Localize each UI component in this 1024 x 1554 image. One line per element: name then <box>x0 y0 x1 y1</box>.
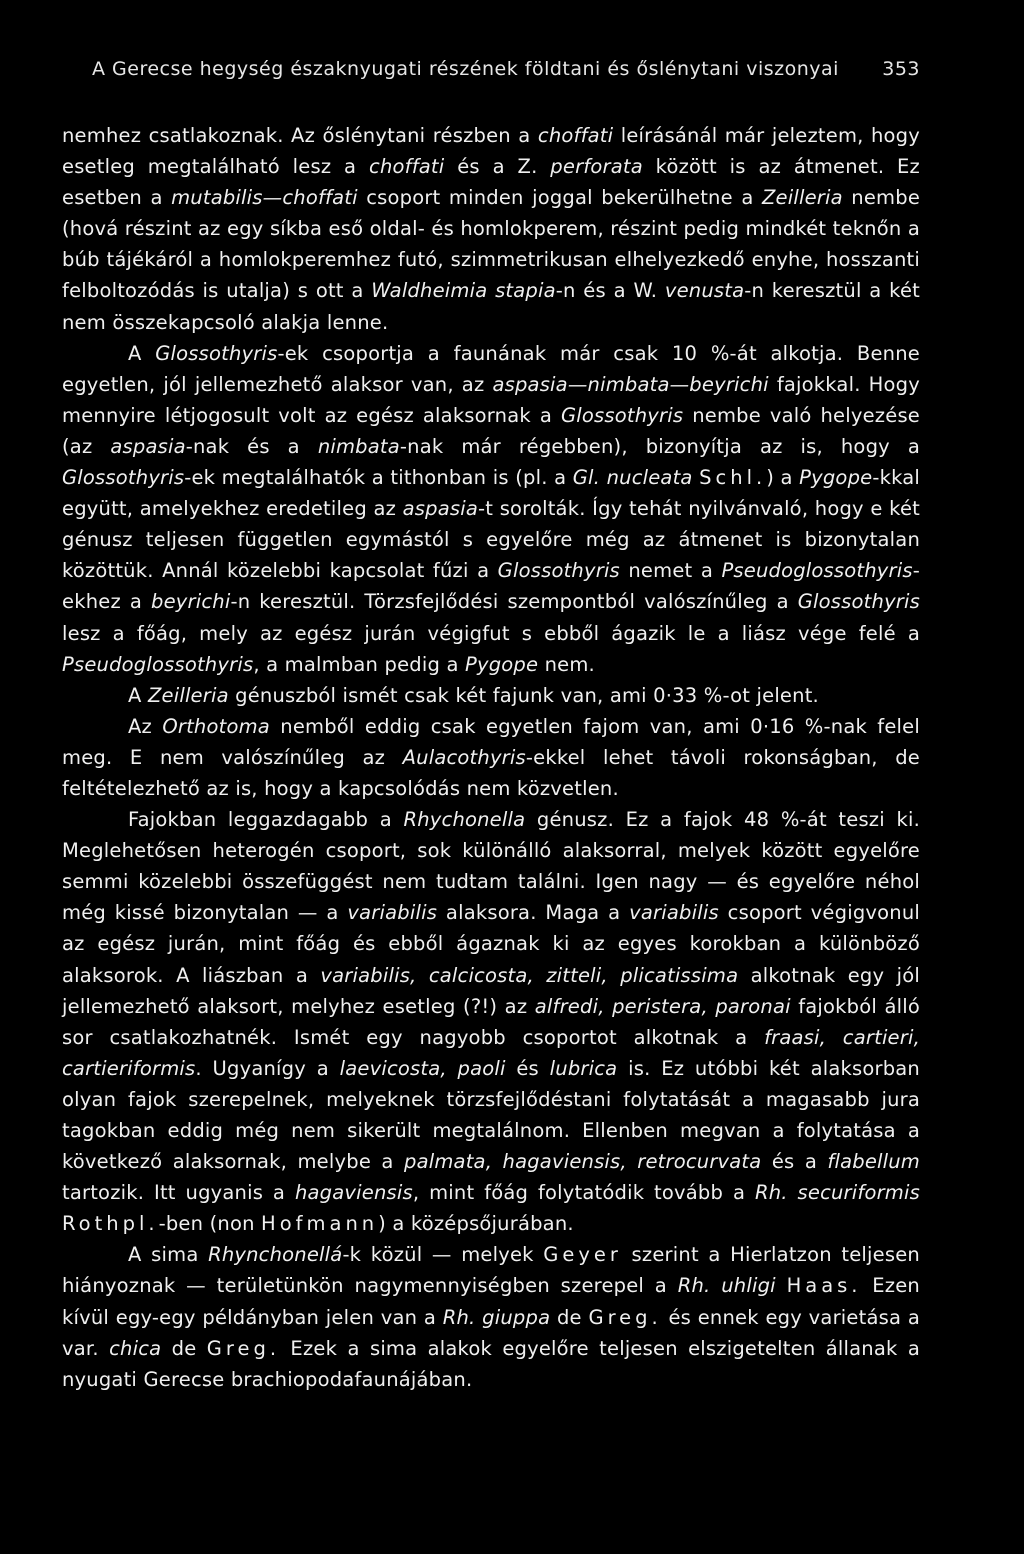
italic-term: aspasia <box>110 434 186 458</box>
text-run: és <box>505 1056 550 1080</box>
text-run: A <box>128 683 148 707</box>
text-run: szerint a Hierlatzon teljesen hiányoznak — területünkön nagymennyiségben szerepel a <box>62 1243 920 1298</box>
author-name: Hofmann <box>261 1212 379 1236</box>
author-name: Rothpl. <box>62 1212 159 1236</box>
text-run: -nak már régebben), bizonyítja az is, hogy a <box>399 434 921 458</box>
text-run: Ezen kívül egy-egy példányban jelen van a <box>62 1274 920 1329</box>
italic-term: Rh. securiformis <box>754 1181 920 1205</box>
paragraph <box>62 680 920 711</box>
italic-term: choffati <box>537 124 614 147</box>
text-run: Fajokban leggazdagabb a <box>128 808 404 832</box>
italic-term: Gl. nucleata <box>572 466 693 490</box>
italic-term: Glossothyris <box>797 590 920 614</box>
italic-term: aspasia—nimbata—beyrichi <box>492 372 769 396</box>
text-run: között is az átmenet. Ez esetben a <box>62 155 920 210</box>
italic-term: Pseudoglossothyris <box>62 652 254 676</box>
text-run: és a Z. <box>444 155 551 179</box>
author-name: Greg. <box>588 1305 662 1329</box>
text-run: , a malmban pedig a <box>253 652 465 676</box>
text-run: -ekkel lehet távoli rokonságban, de feltételezhető az is, hogy a kapcsolódás nem közvetlen. <box>62 745 920 800</box>
italic-term: perforata <box>550 155 643 179</box>
italic-term: variabilis <box>347 901 438 925</box>
text-run: génusz. Ez a fajok 48 %-át teszi ki. Meglehetősen heterogén csoport, sok különálló alaksorral, melyek között egyelőre semmi közelebbi összefüggést nem tudtam találni. Igen nagy — és egyelőre néhol még kissé bizonytalan — a <box>62 808 920 925</box>
italic-term: Pygope <box>799 466 873 490</box>
text-run: -nak és a <box>185 434 318 458</box>
italic-term: Glossothyris <box>155 341 278 365</box>
text-run: is. Ez utóbbi két alaksorban olyan fajok szerepelnek, melyeknek törzsfejlődéstani folytatását a magasabb jura tagokban eddig még nem sikerült megtalálnom. Ellenben megvan a folytatása a következő alaksornak, melybe a <box>62 1056 920 1174</box>
text-run: , mint főág folytatódik tovább a <box>412 1181 755 1205</box>
text-run: -n és a W. <box>555 279 665 303</box>
italic-term: Glossothyris <box>560 403 684 427</box>
text-run: -ek megtalálhatók a tithonban is (pl. a <box>184 466 573 490</box>
text-run: csoport minden joggal bekerülhetne a <box>357 186 762 210</box>
text-run: A <box>128 341 156 365</box>
italic-term: Aulacothyris <box>402 745 526 769</box>
text-run: génuszból ismét csak két fajunk van, ami 0·33 %-ot jelent. <box>228 683 819 707</box>
author-name: Schl. <box>699 466 767 490</box>
text-run: és ennek egy varietása a var. <box>62 1305 920 1360</box>
text-run: -ben (non <box>158 1212 262 1236</box>
italic-term: fraasi, cartieri, cartieriformis <box>62 1025 920 1080</box>
text-run: de <box>550 1305 589 1329</box>
text-run: Ezek a sima alakok egyelőre teljesen elszigetelten állanak a nyugati Gerecse brachiopodafaunájában. <box>62 1336 920 1391</box>
text-run: leírásánál már jeleztem, hogy esetleg megtalálható lesz a <box>62 124 920 179</box>
italic-term: alfredi, peristera, paronai <box>534 994 791 1018</box>
italic-term: beyrichi <box>151 590 231 614</box>
author-name: Greg. <box>206 1336 281 1360</box>
italic-term: Rh. uhligi <box>677 1274 776 1298</box>
italic-term: Glossothyris <box>62 466 185 490</box>
text-run: nemhez csatlakoznak. Az őslénytani részben a <box>62 124 538 147</box>
italic-term: Pygope <box>465 652 539 676</box>
text-run: -t sorolták. Így tehát nyilvánvaló, hogy e két génusz teljesen független egymástól s egyelőre még az átmenet is bizonytalan közöttük. Annál közelebbi kapcsolat fűzi a <box>62 497 920 583</box>
italic-term: Zeilleria <box>761 186 843 210</box>
italic-term: Rhynchonellá <box>208 1243 343 1267</box>
text-run: nembe való helyezése (az <box>62 403 920 458</box>
text-run: nemből eddig csak egyetlen fajom van, ami 0·16 %-nak felel meg. E nem valószínűleg az <box>62 714 920 769</box>
italic-term: Waldheimia stapia <box>371 279 556 303</box>
italic-term: Rhychonella <box>403 808 526 832</box>
text-run: ) a <box>766 466 800 490</box>
text-run: de <box>161 1336 207 1360</box>
text-run: -n keresztül. Törzsfejlődési szempontból valószínűleg a <box>230 590 798 614</box>
paragraph <box>62 804 920 1239</box>
italic-term: mutabilis—choffati <box>171 186 358 210</box>
italic-term: palmata, hagaviensis, retrocurvata <box>404 1150 762 1174</box>
text-run: fajokból álló sor csatlakozhatnék. Ismét egy nagyobb csoportot alkotnak a <box>62 994 920 1049</box>
italic-term: Zeilleria <box>147 683 229 707</box>
body-text <box>62 120 920 1395</box>
italic-term: Glossothyris <box>497 559 620 583</box>
italic-term: nimbata <box>317 434 400 458</box>
italic-term: Rh. giuppa <box>442 1305 551 1329</box>
text-run: -n keresztül a két nem összekapcsoló alakja lenne. <box>62 279 921 334</box>
text-run: -kkal együtt, amelyekhez eredetileg az <box>62 466 920 521</box>
text-run: ) a középsőjurában. <box>378 1212 574 1236</box>
author-name: Haas. <box>786 1274 862 1298</box>
italic-term: variabilis <box>629 901 719 925</box>
paragraph <box>62 338 920 680</box>
text-run: A sima <box>128 1243 209 1267</box>
italic-term: hagaviensis <box>294 1181 413 1205</box>
text-run: lesz a főág, mely az egész jurán végigfut s ebből ágazik le a liász vége felé a <box>62 621 920 645</box>
text-run: fajokkal. Hogy mennyire létjogosult volt az egész alaksornak a <box>62 372 920 427</box>
italic-term: lubrica <box>549 1056 618 1080</box>
text-run: csoport végigvonul az egész jurán, mint főág és ebből ágaznak ki az egyes korokban a különböző alaksorok. A liászban a <box>62 901 920 987</box>
page-number: 353 <box>882 58 920 80</box>
paragraph <box>62 1239 920 1394</box>
text-run: -ekhez a <box>62 559 920 614</box>
text-run: -k közül — melyek <box>342 1243 544 1267</box>
text-run: nembe (hová részint az egy síkba eső oldal- és homlokperem, részint pedig mindkét teknőn a búb tájékáról a homlokperemhez futó, szimmetrikusan elhelyezkedő enyhe, hosszanti felboltozódás is utalja) s ott a <box>62 186 921 303</box>
italic-term: Orthotoma <box>162 714 270 738</box>
italic-term: venusta <box>664 279 745 303</box>
italic-term: aspasia <box>402 497 479 521</box>
text-run: tartozik. Itt ugyanis a <box>62 1181 295 1205</box>
text-run <box>776 1274 787 1297</box>
italic-term: variabilis, calcicosta, zitteli, plicatissima <box>320 963 739 987</box>
italic-term: chica <box>109 1336 162 1360</box>
italic-term: choffati <box>369 155 445 179</box>
text-run: és a <box>761 1150 828 1174</box>
italic-term: flabellum <box>827 1150 921 1174</box>
running-header <box>62 58 920 80</box>
italic-term: Pseudoglossothyris <box>721 559 913 583</box>
text-run: -ek csoportja a faunának már csak 10 %-át alkotja. Benne egyetlen, jól jellemezhető alaksor van, az <box>62 341 920 396</box>
text-run: . Ugyanígy a <box>195 1056 340 1080</box>
text-run: alaksora. Maga a <box>437 901 630 925</box>
paragraph <box>62 120 920 338</box>
text-run: Az <box>128 714 163 738</box>
author-name: Geyer <box>543 1243 622 1267</box>
text-run: alkotnak egy jól jellemezhető alaksort, melyhez esetleg (?!) az <box>62 963 920 1018</box>
text-run: nemet a <box>619 559 722 583</box>
running-title: A Gerecse hegység északnyugati részének földtani és őslénytani viszonyai <box>92 58 839 80</box>
italic-term: laevicosta, paoli <box>339 1056 506 1080</box>
paragraph <box>62 711 920 804</box>
text-run: nem. <box>538 652 595 676</box>
